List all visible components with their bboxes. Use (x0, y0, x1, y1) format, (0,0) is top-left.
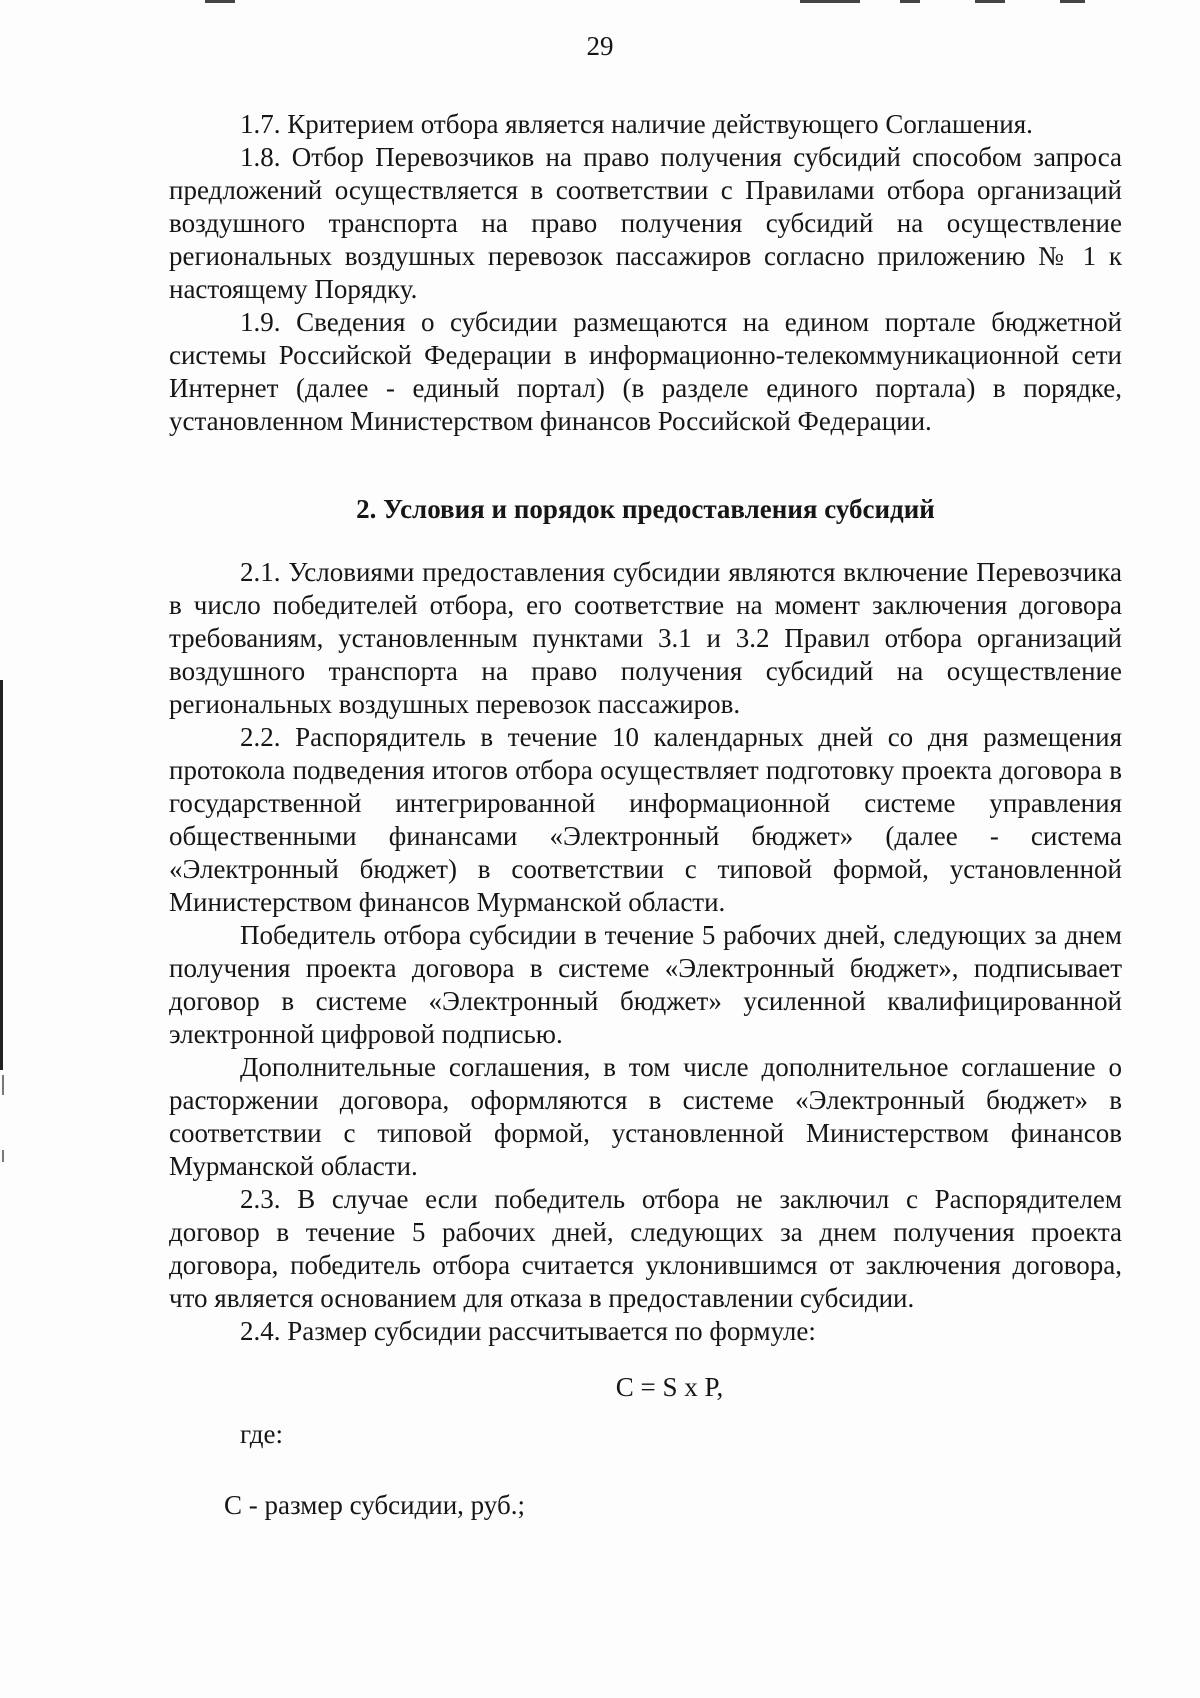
paragraph-1-9: 1.9. Сведения о субсидии размещаются на едином портале бюджетной системы Российской Федерации в информационно-телекоммуникационной сети Интернет (далее - единый портал) (в разделе единого портала) в порядке, установленном Министерством финансов Российской Федерации. (169, 307, 1122, 436)
subsidy-formula: C = S x P, (615, 1372, 724, 1402)
variable-definition-c: C - размер субсидии, руб.; (224, 1490, 525, 1520)
paragraph-1-7: 1.7. Критерием отбора является наличие действующего Соглашения. (240, 109, 1033, 139)
document-body (169, 108, 1122, 1522)
where-label: где: (240, 1419, 283, 1449)
paragraph-1-8: 1.8. Отбор Перевозчиков на право получения субсидий способом запроса предложений осуществляется в соответствии с Правилами отбора организаций воздушного транспорта на право получения субсидий на осуществление региональных воздушных перевозок пассажиров согласно приложению № 1 к настоящему Порядку. (169, 142, 1122, 304)
paragraph-additional-agreements: Дополнительные соглашения, в том числе дополнительное соглашение о расторжении договора, оформляются в системе «Электронный бюджет» в соответствии с типовой формой, установленной Министерством финансов Мурманской области. (169, 1052, 1122, 1181)
section-heading: 2. Условия и порядок предоставления субсидий (356, 494, 935, 524)
paragraph-winner-signing: Победитель отбора субсидии в течение 5 рабочих дней, следующих за днем получения проекта договора в системе «Электронный бюджет», подписывает договор в системе «Электронный бюджет» усиленной квалифицированной электронной цифровой подписью. (169, 920, 1122, 1049)
paragraph-2-4: 2.4. Размер субсидии рассчитывается по формуле: (240, 1316, 816, 1346)
scan-left-edge-speck (2, 1075, 4, 1095)
paragraph-2-2: 2.2. Распорядитель в течение 10 календарных дней со дня размещения протокола подведения итогов отбора осуществляет подготовку проекта договора в государственной интегрированной информационной системе управления общественными финансами «Электронный бюджет» (далее - система «Электронный бюджет) в соответствии с типовой формой, установленной Министерством финансов Мурманской области. (169, 722, 1122, 917)
scan-left-edge-bar (0, 680, 3, 1070)
scan-top-edge-marks (0, 0, 1200, 6)
scan-left-edge-speck (2, 1150, 4, 1162)
page-number: 29 (586, 31, 614, 61)
paragraph-2-1: 2.1. Условиями предоставления субсидии являются включение Перевозчика в число победителей отбора, его соответствие на момент заключения договора требованиям, установленным пунктами 3.1 и 3.2 Правил отбора организаций воздушного транспорта на право получения субсидий на осуществление региональных воздушных перевозок пассажиров. (169, 557, 1122, 719)
paragraph-2-3: 2.3. В случае если победитель отбора не заключил с Распорядителем договор в течение 5 рабочих дней, следующих за днем получения проекта договора, победитель отбора считается уклонившимся от заключения договора, что является основанием для отказа в предоставлении субсидии. (169, 1184, 1122, 1313)
